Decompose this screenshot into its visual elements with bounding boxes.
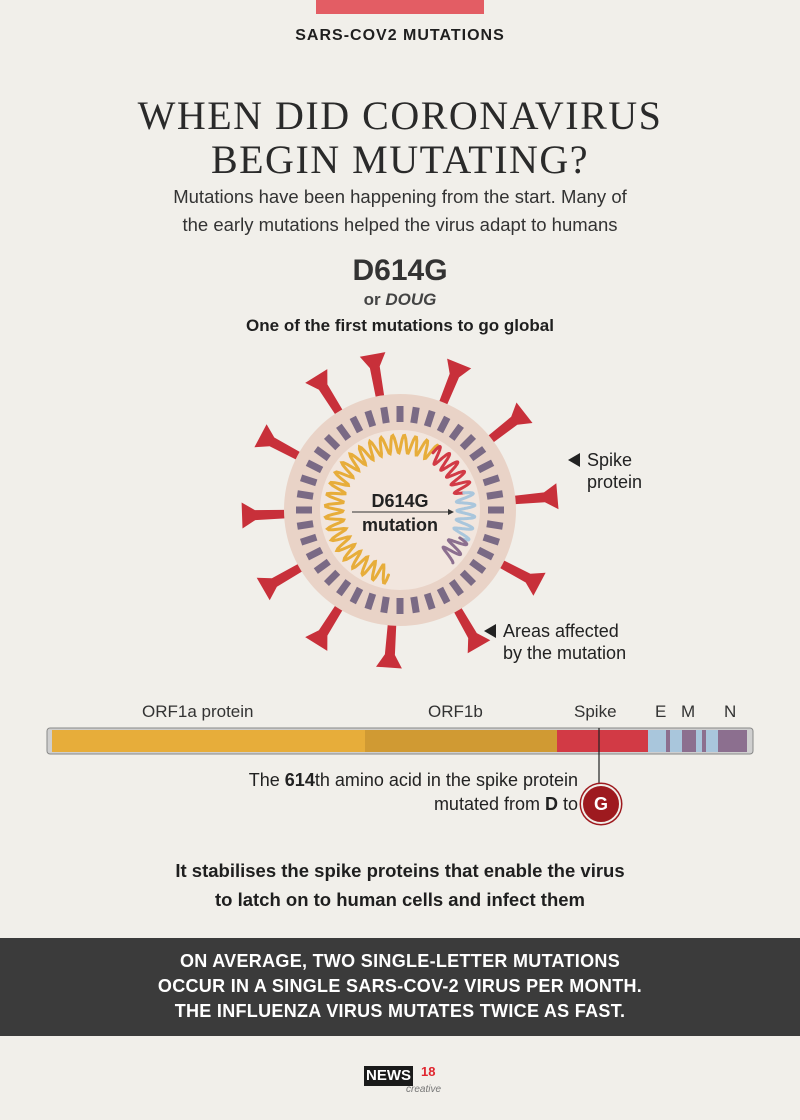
area-label-line-1: Areas affected — [503, 621, 619, 641]
banner-line-3: THE INFLUENZA VIRUS MUTATES TWICE AS FAST. — [174, 1001, 626, 1021]
fact-banner — [0, 938, 800, 1036]
logo-main-text: NEWS — [366, 1067, 411, 1084]
genome-label-spike: Spike — [574, 702, 617, 721]
alias-name: DOUG — [385, 290, 437, 309]
virus-center-label-line-2: mutation — [362, 515, 438, 535]
alias-prefix: or — [363, 290, 381, 309]
segment-structural-5 — [706, 730, 718, 752]
effect-line-2: to latch on to human cells and infect them — [214, 889, 586, 910]
amino-line-1 — [150, 768, 578, 792]
page-title — [0, 94, 800, 182]
segment-structural-1 — [648, 730, 666, 752]
section-kicker: SARS-COV2 MUTATIONS — [295, 27, 505, 44]
top-accent-bar — [316, 0, 484, 14]
mutation-tagline: One of the first mutations to go global — [246, 316, 554, 335]
original-letter: D — [544, 794, 558, 814]
amino-line-1-post: th amino acid in the spike protein — [314, 770, 578, 790]
genome-label-orf1b: ORF1b — [428, 702, 483, 721]
title-line-2: BEGIN MUTATING? — [210, 137, 590, 182]
segment-structural-2 — [670, 730, 682, 752]
amino-line-2-pre: mutated from — [433, 794, 545, 814]
segment-structural-4 — [702, 730, 706, 752]
effect-text — [100, 856, 700, 914]
virus-center-label-line-1: D614G — [371, 491, 429, 511]
amino-position: 614 — [284, 770, 315, 790]
banner-line-1: ON AVERAGE, TWO SINGLE-LETTER MUTATIONS — [179, 951, 621, 971]
membrane-protein — [397, 406, 404, 422]
genome-label-m: M — [681, 702, 696, 721]
fact-banner-text — [0, 949, 800, 1024]
membrane-protein — [296, 507, 312, 514]
mutation-alias — [0, 290, 800, 310]
spike-protein-callout — [568, 449, 642, 493]
segment-e — [666, 730, 670, 752]
amino-line-2-post: to — [557, 794, 578, 814]
subtitle — [100, 183, 700, 239]
genome-label-e: E — [655, 702, 667, 721]
mutation-name: D614G — [352, 254, 448, 287]
segment-m — [682, 730, 696, 752]
segment-orf1a — [52, 730, 365, 752]
area-label-line-2: by the mutation — [503, 643, 627, 663]
spike-label-line-1: Spike — [587, 450, 633, 470]
amino-line-2 — [150, 792, 578, 816]
callout-arrow-icon — [484, 624, 496, 638]
spike-label-line-2: protein — [587, 472, 643, 492]
logo-subtext: creative — [406, 1084, 442, 1095]
segment-n — [718, 730, 747, 752]
segment-orf1b — [365, 730, 557, 752]
callout-arrow-icon — [568, 453, 580, 467]
logo-number: 18 — [421, 1064, 436, 1079]
genome-label-orf1a: ORF1a protein — [142, 702, 254, 721]
membrane-protein — [397, 598, 404, 614]
news18-logo — [364, 1066, 440, 1100]
amino-acid-note — [150, 768, 578, 816]
banner-line-2: OCCUR IN A SINGLE SARS-COV-2 VIRUS PER MONTH. — [157, 976, 643, 996]
subtitle-line-2: the early mutations helped the virus adapt to humans — [182, 214, 618, 235]
membrane-protein — [488, 507, 504, 514]
amino-line-1-pre: The — [248, 770, 285, 790]
segment-spike — [557, 730, 648, 752]
affected-areas-callout — [484, 620, 626, 664]
effect-line-1: It stabilises the spike proteins that enable the virus — [175, 860, 625, 881]
subtitle-line-1: Mutations have been happening from the start. Many of — [173, 186, 627, 207]
genome-label-n: N — [724, 702, 737, 721]
new-letter-badge: G — [581, 784, 621, 824]
title-line-1: WHEN DID CORONAVIRUS — [137, 93, 663, 138]
segment-structural-3 — [696, 730, 702, 752]
